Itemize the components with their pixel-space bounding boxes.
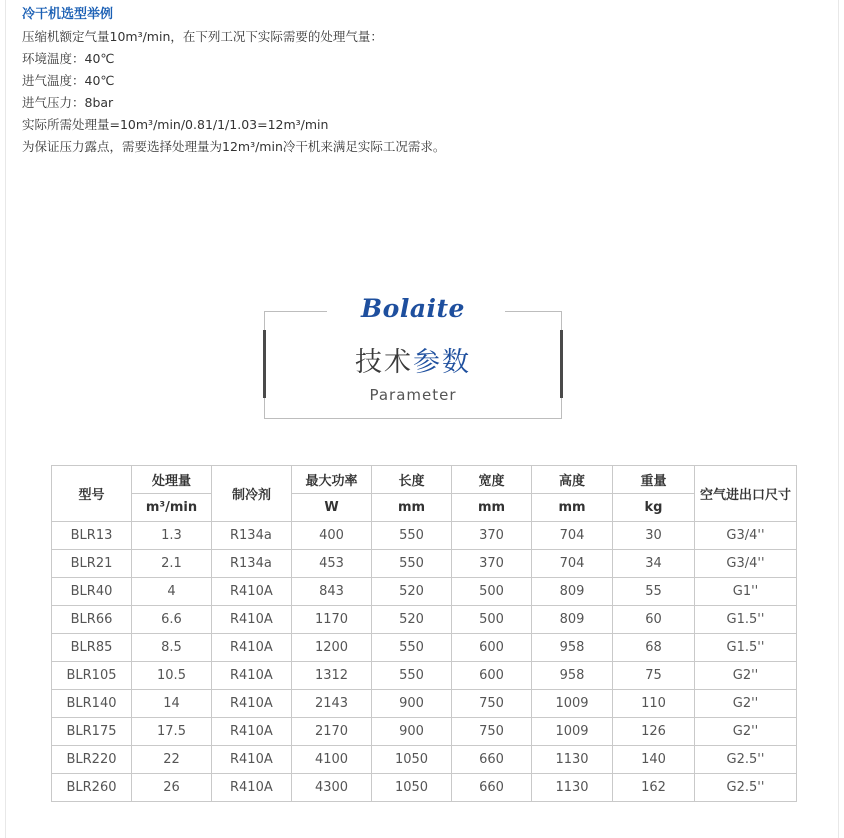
table-row: [52, 718, 797, 746]
cell-height: 704: [532, 550, 613, 578]
header-port: 空气进出口尺寸: [695, 466, 797, 522]
unit-width: mm: [452, 494, 532, 522]
header-length: 长度: [372, 466, 452, 494]
table-row: [52, 662, 797, 690]
unit-capacity: m³/min: [132, 494, 212, 522]
example-line: 压缩机额定气量10m³/min，在下列工况下实际需要的处理气量：: [22, 29, 383, 44]
header-row: [52, 466, 797, 494]
cell-width: 370: [452, 522, 532, 550]
cell-model: BLR105: [52, 662, 132, 690]
cell-capacity: 26: [132, 774, 212, 802]
cell-capacity: 6.6: [132, 606, 212, 634]
cell-port: G1.5'': [695, 606, 797, 634]
cell-weight: 34: [613, 550, 695, 578]
cell-refrigerant: R410A: [212, 774, 292, 802]
cell-power: 843: [292, 578, 372, 606]
cell-power: 2170: [292, 718, 372, 746]
banner-heading: [265, 340, 561, 379]
cell-length: 550: [372, 634, 452, 662]
cell-capacity: 22: [132, 746, 212, 774]
cell-length: 1050: [372, 746, 452, 774]
cell-width: 600: [452, 662, 532, 690]
cell-refrigerant: R410A: [212, 578, 292, 606]
cell-weight: 75: [613, 662, 695, 690]
cell-port: G1'': [695, 578, 797, 606]
unit-power: W: [292, 494, 372, 522]
parameter-banner: [264, 294, 562, 419]
selection-example: [22, 4, 822, 158]
cell-power: 453: [292, 550, 372, 578]
cell-capacity: 2.1: [132, 550, 212, 578]
cell-capacity: 14: [132, 690, 212, 718]
cell-refrigerant: R410A: [212, 746, 292, 774]
cell-refrigerant: R410A: [212, 718, 292, 746]
cell-height: 1130: [532, 774, 613, 802]
table-row: [52, 550, 797, 578]
cell-refrigerant: R410A: [212, 634, 292, 662]
spec-table: [51, 465, 797, 802]
cell-height: 809: [532, 606, 613, 634]
cell-height: 958: [532, 634, 613, 662]
cell-power: 2143: [292, 690, 372, 718]
cell-port: G3/4'': [695, 550, 797, 578]
cell-length: 520: [372, 606, 452, 634]
cell-capacity: 4: [132, 578, 212, 606]
cell-width: 750: [452, 690, 532, 718]
cell-port: G2'': [695, 662, 797, 690]
cell-refrigerant: R410A: [212, 662, 292, 690]
cell-height: 958: [532, 662, 613, 690]
cell-power: 4100: [292, 746, 372, 774]
cell-power: 1312: [292, 662, 372, 690]
example-title: 冷干机选型举例: [22, 7, 114, 22]
cell-model: BLR40: [52, 578, 132, 606]
cell-port: G2.5'': [695, 774, 797, 802]
unit-weight: kg: [613, 494, 695, 522]
cell-power: 1170: [292, 606, 372, 634]
unit-length: mm: [372, 494, 452, 522]
heading-accent: 参数: [413, 347, 471, 378]
table-row: [52, 634, 797, 662]
cell-weight: 140: [613, 746, 695, 774]
cell-width: 500: [452, 606, 532, 634]
cell-height: 809: [532, 578, 613, 606]
cell-model: BLR13: [52, 522, 132, 550]
header-model: 型号: [52, 466, 132, 522]
cell-width: 600: [452, 634, 532, 662]
header-height: 高度: [532, 466, 613, 494]
cell-model: BLR66: [52, 606, 132, 634]
cell-weight: 55: [613, 578, 695, 606]
table-row: [52, 578, 797, 606]
cell-width: 750: [452, 718, 532, 746]
cell-width: 660: [452, 746, 532, 774]
brand-logo: Bolaite: [361, 294, 465, 323]
example-line: 进气压力：8bar: [22, 95, 114, 110]
cell-port: G1.5'': [695, 634, 797, 662]
header-power: 最大功率: [292, 466, 372, 494]
header-refrigerant: 制冷剂: [212, 466, 292, 522]
header-weight: 重量: [613, 466, 695, 494]
table-row: [52, 522, 797, 550]
cell-length: 900: [372, 690, 452, 718]
example-line: 实际所需处理量=10m³/min/0.81/1/1.03=12m³/min: [22, 117, 329, 132]
cell-power: 400: [292, 522, 372, 550]
spec-table-body: [52, 522, 797, 802]
cell-refrigerant: R410A: [212, 690, 292, 718]
cell-width: 370: [452, 550, 532, 578]
cell-model: BLR21: [52, 550, 132, 578]
table-row: [52, 746, 797, 774]
cell-height: 704: [532, 522, 613, 550]
cell-weight: 162: [613, 774, 695, 802]
cell-model: BLR85: [52, 634, 132, 662]
example-line: 为保证压力露点，需要选择处理量为12m³/min冷干机来满足实际工况需求。: [22, 139, 446, 154]
cell-height: 1130: [532, 746, 613, 774]
example-line: 进气温度：40℃: [22, 73, 115, 88]
cell-port: G2'': [695, 690, 797, 718]
cell-weight: 126: [613, 718, 695, 746]
cell-refrigerant: R134a: [212, 550, 292, 578]
cell-capacity: 8.5: [132, 634, 212, 662]
cell-model: BLR260: [52, 774, 132, 802]
cell-length: 520: [372, 578, 452, 606]
cell-weight: 60: [613, 606, 695, 634]
cell-capacity: 1.3: [132, 522, 212, 550]
cell-capacity: 17.5: [132, 718, 212, 746]
cell-power: 4300: [292, 774, 372, 802]
cell-refrigerant: R410A: [212, 606, 292, 634]
cell-width: 660: [452, 774, 532, 802]
cell-model: BLR140: [52, 690, 132, 718]
cell-weight: 30: [613, 522, 695, 550]
cell-height: 1009: [532, 690, 613, 718]
cell-weight: 110: [613, 690, 695, 718]
cell-port: G2.5'': [695, 746, 797, 774]
table-row: [52, 606, 797, 634]
table-row: [52, 774, 797, 802]
cell-height: 1009: [532, 718, 613, 746]
cell-port: G2'': [695, 718, 797, 746]
table-row: [52, 690, 797, 718]
header-capacity: 处理量: [132, 466, 212, 494]
cell-length: 900: [372, 718, 452, 746]
cell-capacity: 10.5: [132, 662, 212, 690]
banner-subtitle: Parameter: [369, 386, 457, 404]
cell-length: 550: [372, 662, 452, 690]
cell-refrigerant: R134a: [212, 522, 292, 550]
cell-width: 500: [452, 578, 532, 606]
cell-port: G3/4'': [695, 522, 797, 550]
cell-weight: 68: [613, 634, 695, 662]
cell-length: 550: [372, 522, 452, 550]
example-line: 环境温度：40℃: [22, 51, 115, 66]
cell-length: 1050: [372, 774, 452, 802]
heading-main: 技术: [355, 347, 413, 378]
unit-row: [52, 494, 797, 522]
cell-model: BLR220: [52, 746, 132, 774]
cell-power: 1200: [292, 634, 372, 662]
unit-height: mm: [532, 494, 613, 522]
header-width: 宽度: [452, 466, 532, 494]
cell-length: 550: [372, 550, 452, 578]
cell-model: BLR175: [52, 718, 132, 746]
